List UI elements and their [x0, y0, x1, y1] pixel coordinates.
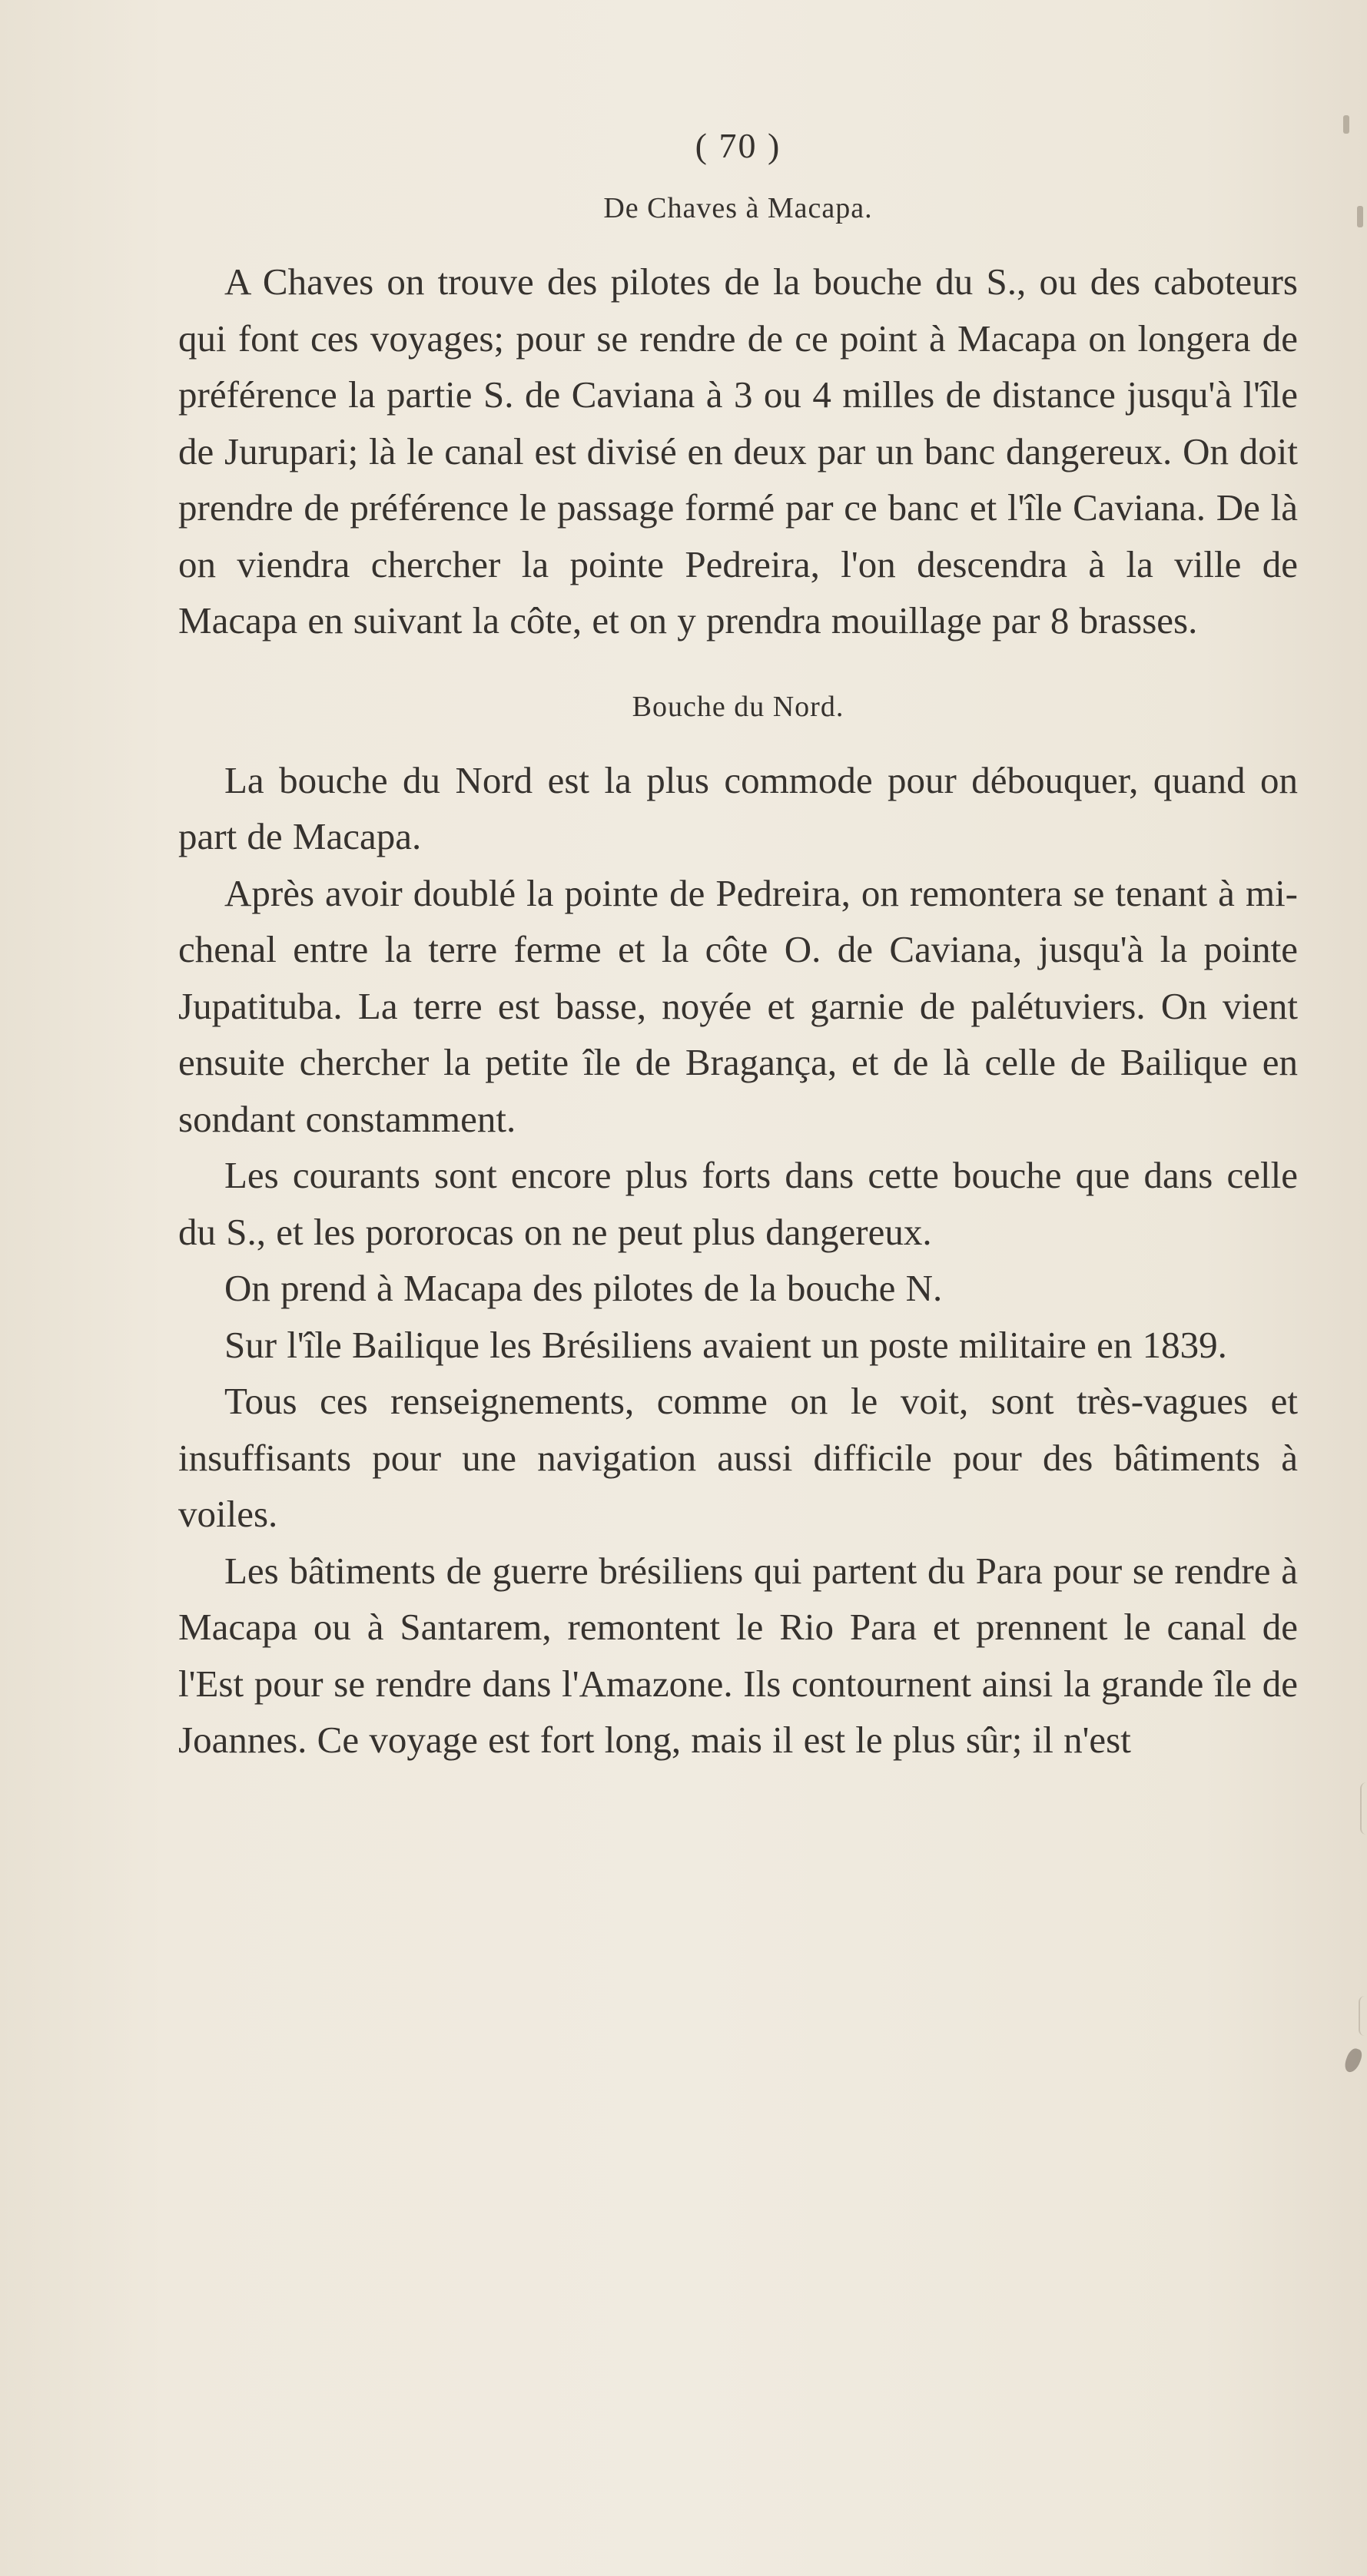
section-heading-chaves-macapa: De Chaves à Macapa.: [603, 192, 873, 224]
paragraph: Les courants sont encore plus forts dans cette bouche que dans celle du S., et les pororocas on ne peut plus dangereux.: [178, 1154, 1298, 1253]
paragraph: On prend à Macapa des pilotes de la bouche N.: [224, 1267, 943, 1309]
paragraph: A Chaves on trouve des pilotes de la bouche du S., ou des caboteurs qui font ces voyages; pour se rendre de ce point à Macapa on longera de préférence la partie S. de Caviana à 3 ou 4 milles de distance jusqu'à l'île de Jurupari; là le canal est divisé en deux par un banc dangereux. On doit prendre de préférence le passage formé par ce banc et l'île Caviana. De là on viendra chercher la pointe Pedreira, l'on descendra à la ville de Macapa en suivant la côte, et on y prendra mouillage par 8 brasses.: [178, 260, 1298, 642]
paragraph: Les bâtiments de guerre brésiliens qui partent du Para pour se rendre à Macapa ou à Santarem, remontent le Rio Para et prennent le canal de l'Est pour se rendre dans l'Amazone. Ils contournent ainsi la grande île de Joannes. Ce voyage est fort long, mais il est le plus sûr; il n'est: [178, 1549, 1298, 1761]
paragraph: Sur l'île Bailique les Brésiliens avaient un poste militaire en 1839.: [224, 1323, 1227, 1366]
margin-mark: [1343, 115, 1349, 134]
page-number: ( 70 ): [695, 126, 781, 165]
ink-blot: [1342, 2047, 1364, 2074]
paragraph: La bouche du Nord est la plus commode pour débouquer, quand on part de Macapa.: [178, 758, 1298, 857]
margin-mark: [1357, 206, 1363, 227]
paragraph: Tous ces renseignements, comme on le voit, sont très-vagues et insuffisants pour une navigation aussi difficile pour des bâtiments à voiles.: [178, 1380, 1298, 1535]
page-text: [178, 108, 1298, 1769]
paragraph: Après avoir doublé la pointe de Pedreira, on remontera se tenant à mi-chenal entre la terre ferme et la côte O. de Caviana, jusqu'à la pointe Jupatituba. La terre est basse, noyée et garnie de palétuviers. On vient ensuite chercher la petite île de Bragança, et de là celle de Bailique en sondant constamment.: [178, 871, 1298, 1140]
section-heading-bouche-du-nord: Bouche du Nord.: [632, 690, 844, 723]
page-edge-mark: [1359, 1996, 1367, 2036]
page-edge-mark: [1360, 1782, 1367, 1835]
